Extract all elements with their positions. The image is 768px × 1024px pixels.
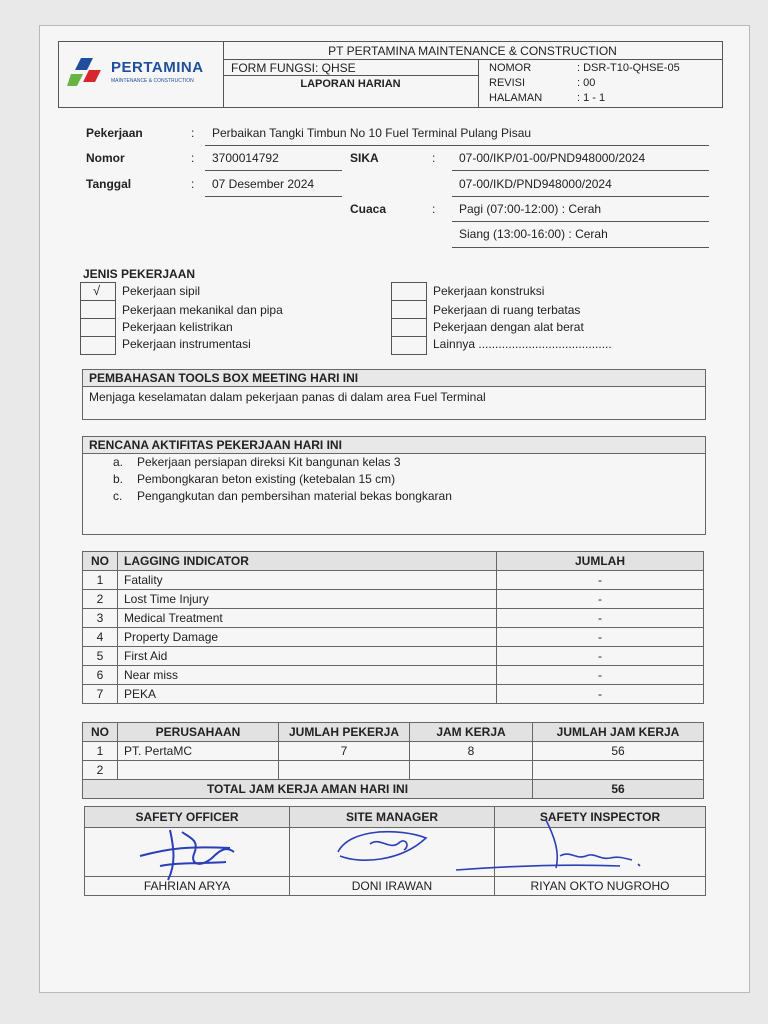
table-row: 5 First Aid - (83, 647, 704, 666)
role-safety-officer: SAFETY OFFICER (85, 807, 290, 828)
jenis-label: Pekerjaan sipil (122, 284, 201, 298)
pekerjaan-value: Perbaikan Tangki Timbun No 10 Fuel Terminal Pulang Pisau (212, 126, 532, 140)
checkbox-lainnya[interactable] (391, 336, 427, 355)
table-row: 7 PEKA - (83, 685, 704, 704)
form-fungsi: FORM FUNGSI: QHSE (231, 61, 356, 75)
table-row: 6 Near miss - (83, 666, 704, 685)
table-row: 1 Fatality - (83, 571, 704, 590)
checkbox-konstruksi[interactable] (391, 282, 427, 301)
logo-subtext: MAINTENANCE & CONSTRUCTION (111, 78, 194, 84)
role-safety-inspector: SAFETY INSPECTOR (495, 807, 706, 828)
meta-nomor-label: NOMOR (489, 62, 532, 74)
jenis-label: Pekerjaan konstruksi (433, 284, 545, 298)
form-header (58, 41, 723, 108)
colon: : (191, 126, 195, 140)
meta-halaman-label: HALAMAN (489, 92, 543, 104)
table-row: 2 (83, 761, 704, 780)
rencana-item: b. Pembongkaran beton existing (ketebalan 15 cm) (113, 472, 396, 486)
rencana-item: a. Pekerjaan persiapan direksi Kit bangunan kelas 3 (113, 455, 401, 469)
toolbox-section (82, 369, 706, 420)
sika-value-2: 07-00/IKD/PND948000/2024 (459, 177, 612, 191)
meta-nomor-value: : DSR-T10-QHSE-05 (577, 62, 680, 74)
pertamina-logo (67, 56, 215, 92)
sika-value-1: 07-00/IKP/01-00/PND948000/2024 (459, 151, 646, 165)
rencana-title: RENCANA AKTIFITAS PEKERJAAN HARI INI (83, 437, 705, 454)
meta-revisi-label: REVISI (489, 77, 526, 89)
signature-manager-icon (330, 822, 440, 870)
jam-kerja-table (82, 722, 704, 799)
name-safety-officer: FAHRIAN ARYA (85, 877, 290, 896)
jenis-title: JENIS PEKERJAAN (83, 267, 196, 281)
logo-text: PERTAMINA (111, 59, 204, 76)
table-row: 4 Property Damage - (83, 628, 704, 647)
tanggal-value: 07 Desember 2024 (212, 177, 315, 191)
checkbox-kelistrikan[interactable] (80, 318, 116, 337)
table-row: 3 Medical Treatment - (83, 609, 704, 628)
checkbox-instrumentasi[interactable] (80, 336, 116, 355)
total-label: TOTAL JAM KERJA AMAN HARI INI (83, 780, 533, 799)
pekerjaan-label: Pekerjaan (86, 126, 143, 140)
table-total-row (83, 780, 704, 799)
col-no: NO (83, 552, 118, 571)
table-row: 2 Lost Time Injury - (83, 590, 704, 609)
company-name: PT PERTAMINA MAINTENANCE & CONSTRUCTION (328, 44, 617, 58)
nomor-value: 3700014792 (212, 151, 279, 165)
colon: : (432, 151, 436, 165)
signature-officer-icon (130, 818, 250, 888)
rencana-item: c. Pengangkutan dan pembersihan material bekas bongkaran (113, 489, 452, 503)
cuaca-pagi: Pagi (07:00-12:00) : Cerah (459, 202, 602, 216)
signature-inspector-icon (450, 816, 660, 878)
col-indicator: LAGGING INDICATOR (118, 552, 497, 571)
checkbox-sipil[interactable] (80, 282, 116, 301)
name-site-manager: DONI IRAWAN (290, 877, 495, 896)
jenis-label: Pekerjaan mekanikal dan pipa (122, 303, 283, 317)
role-site-manager: SITE MANAGER (290, 807, 495, 828)
rencana-section (82, 436, 706, 535)
colon: : (432, 202, 436, 216)
tanggal-label: Tanggal (86, 177, 132, 191)
lagging-table (82, 551, 704, 704)
col-jumlah: JUMLAH (497, 552, 704, 571)
meta-halaman-value: : 1 - 1 (577, 92, 606, 104)
jenis-label: Pekerjaan di ruang terbatas (433, 303, 581, 317)
jenis-label: Lainnya ........................................ (433, 337, 612, 351)
sika-label: SIKA (350, 151, 379, 165)
check-mark-icon: √ (93, 283, 101, 298)
total-value: 56 (533, 780, 704, 799)
pertamina-logo-icon (67, 56, 111, 90)
jenis-label: Pekerjaan instrumentasi (122, 337, 251, 351)
colon: : (191, 151, 195, 165)
checkbox-ruang-terbatas[interactable] (391, 300, 427, 319)
jenis-label: Pekerjaan kelistrikan (122, 320, 233, 334)
cuaca-siang: Siang (13:00-16:00) : Cerah (459, 227, 608, 241)
cuaca-label: Cuaca (350, 202, 387, 216)
table-header-row: NO PERUSAHAAN JUMLAH PEKERJA JAM KERJA JUMLAH JAM KERJA (83, 723, 704, 742)
checkbox-alat-berat[interactable] (391, 318, 427, 337)
toolbox-text: Menjaga keselamatan dalam pekerjaan panas di dalam area Fuel Terminal (89, 390, 486, 404)
colon: : (191, 177, 195, 191)
table-row: 1 PT. PertaMC 7 8 56 (83, 742, 704, 761)
jenis-label: Pekerjaan dengan alat berat (433, 320, 584, 334)
table-header-row (83, 552, 704, 571)
meta-revisi-value: : 00 (577, 77, 596, 89)
nomor-label: Nomor (86, 151, 125, 165)
form-title: LAPORAN HARIAN (300, 78, 401, 90)
checkbox-mekanikal[interactable] (80, 300, 116, 319)
name-safety-inspector: RIYAN OKTO NUGROHO (495, 877, 706, 896)
toolbox-title: PEMBAHASAN TOOLS BOX MEETING HARI INI (83, 370, 705, 387)
